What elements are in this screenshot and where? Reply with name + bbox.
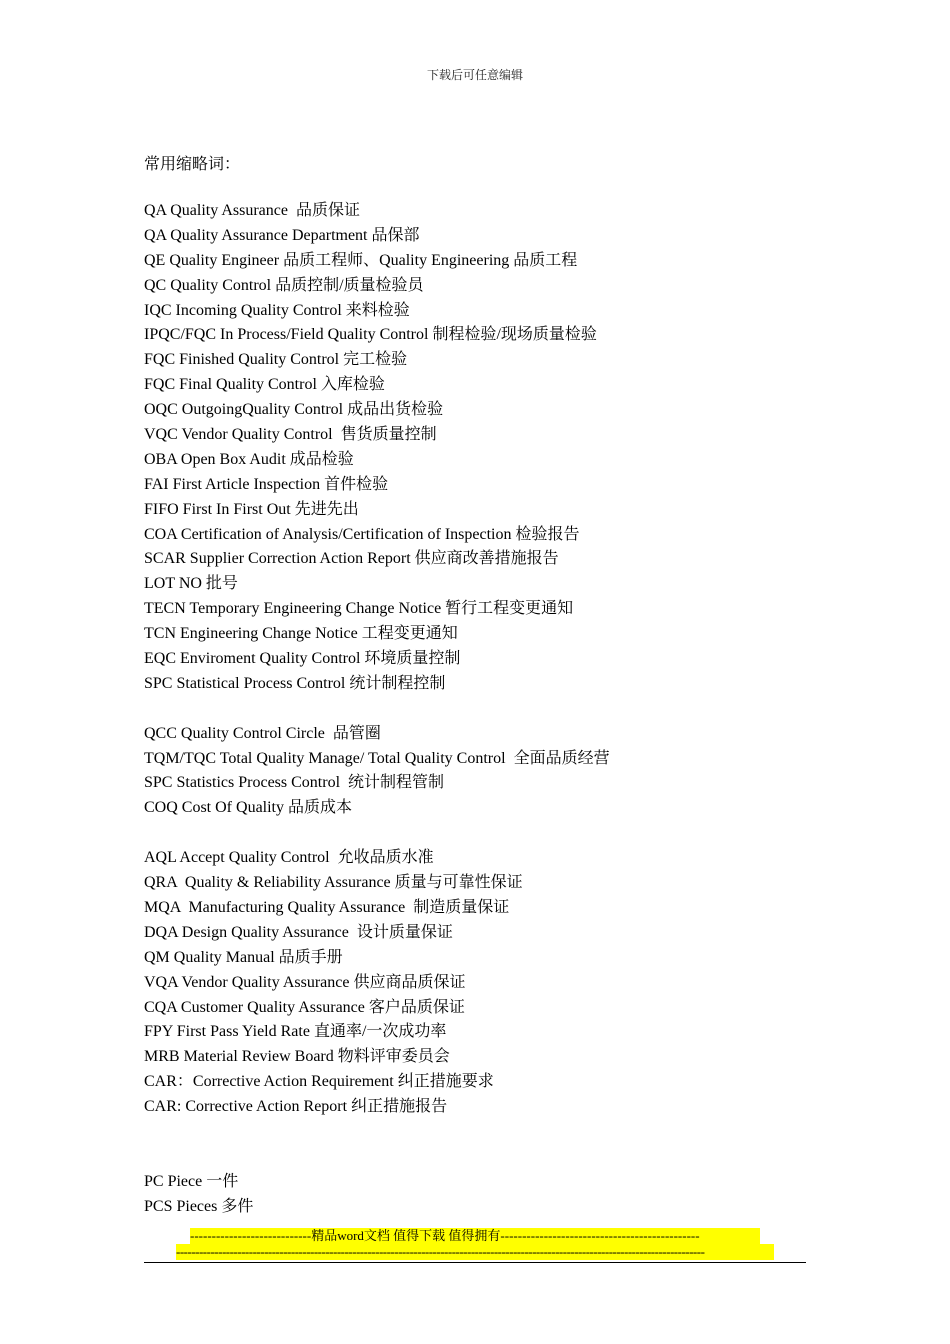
page-header: 下载后可任意编辑 xyxy=(426,68,523,82)
abbreviation-line: DQA Design Quality Assurance 设计质量保证 xyxy=(144,923,453,941)
abbreviation-line: MRB Material Review Board 物料评审委员会 xyxy=(144,1048,450,1066)
blank-line xyxy=(144,821,804,846)
abbreviation-line: OQC OutgoingQuality Control 成品出货检验 xyxy=(144,401,444,419)
abbreviation-line: EQC Enviroment Quality Control 环境质量控制 xyxy=(144,650,461,668)
abbreviation-line: FIFO First In First Out 先进先出 xyxy=(144,500,359,518)
document-title: 常用缩略词： xyxy=(144,156,241,173)
abbreviation-line: QRA Quality & Reliability Assurance 质量与可靠性保证 xyxy=(144,874,523,892)
blank-line xyxy=(144,697,804,722)
footer-rule xyxy=(144,1262,806,1263)
abbreviation-line: LOT NO 批号 xyxy=(144,575,238,593)
abbreviation-line: TECN Temporary Engineering Change Notice 暂行工程变更通知 xyxy=(144,600,574,618)
abbreviation-line: MQA Manufacturing Quality Assurance 制造质量保证 xyxy=(144,898,510,916)
abbreviation-line: FAI First Article Inspection 首件检验 xyxy=(144,475,389,493)
abbreviation-line: VQC Vendor Quality Control 售货质量控制 xyxy=(144,426,437,444)
abbreviation-line: OBA Open Box Audit 成品检验 xyxy=(144,450,354,468)
footer-banner-line-1: ----------------------------精品word文档 值得下载 值得拥有---------------------------------------------- xyxy=(190,1228,760,1244)
abbreviation-line: QCC Quality Control Circle 品管圈 xyxy=(144,724,381,742)
blank-line xyxy=(144,1120,804,1170)
abbreviation-line: CQA Customer Quality Assurance 客户品质保证 xyxy=(144,998,465,1016)
abbreviation-line: QA Quality Assurance 品质保证 xyxy=(144,202,360,219)
abbreviation-line: CAR：Corrective Action Requirement 纠正措施要求 xyxy=(144,1073,494,1091)
abbreviation-group-4 xyxy=(144,1170,804,1220)
abbreviation-line: FPY First Pass Yield Rate 直通率/一次成功率 xyxy=(144,1023,447,1041)
abbreviation-line: QC Quality Control 品质控制/质量检验员 xyxy=(144,276,424,294)
abbreviation-line: QA Quality Assurance Department 品保部 xyxy=(144,226,420,244)
abbreviation-line: QE Quality Engineer 品质工程师、Quality Engineering 品质工程 xyxy=(144,251,578,269)
footer-banner xyxy=(176,1228,774,1260)
footer-banner-line-2: ------------------------------------------------------------------------------------------------------------------------------------------ xyxy=(176,1244,774,1260)
abbreviation-line: FQC Final Quality Control 入库检验 xyxy=(144,376,385,394)
abbreviation-line: CAR: Corrective Action Report 纠正措施报告 xyxy=(144,1098,448,1116)
abbreviation-line: COQ Cost Of Quality 品质成本 xyxy=(144,799,353,817)
abbreviation-line: AQL Accept Quality Control 允收品质水准 xyxy=(144,849,434,867)
abbreviation-group-3 xyxy=(144,846,804,1120)
abbreviation-line: PC Piece 一件 xyxy=(144,1172,239,1190)
abbreviation-line: SPC Statistical Process Control 统计制程控制 xyxy=(144,674,446,692)
abbreviation-line: COA Certification of Analysis/Certification of Inspection 检验报告 xyxy=(144,525,580,543)
abbreviation-list xyxy=(144,199,804,1220)
abbreviation-group-2 xyxy=(144,722,804,822)
abbreviation-line: SCAR Supplier Correction Action Report 供应商改善措施报告 xyxy=(144,550,559,568)
abbreviation-line: IQC Incoming Quality Control 来料检验 xyxy=(144,301,410,319)
abbreviation-line: IPQC/FQC In Process/Field Quality Control 制程检验/现场质量检验 xyxy=(144,326,597,344)
abbreviation-line: SPC Statistics Process Control 统计制程管制 xyxy=(144,774,445,792)
abbreviation-line: QM Quality Manual 品质手册 xyxy=(144,948,343,966)
abbreviation-line: VQA Vendor Quality Assurance 供应商品质保证 xyxy=(144,973,466,991)
abbreviation-line: TQM/TQC Total Quality Manage/ Total Quality Control 全面品质经营 xyxy=(144,749,610,767)
abbreviation-line: FQC Finished Quality Control 完工检验 xyxy=(144,351,408,369)
abbreviation-line: TCN Engineering Change Notice 工程变更通知 xyxy=(144,625,458,643)
abbreviation-group-1 xyxy=(144,199,804,697)
abbreviation-line: PCS Pieces 多件 xyxy=(144,1197,254,1215)
